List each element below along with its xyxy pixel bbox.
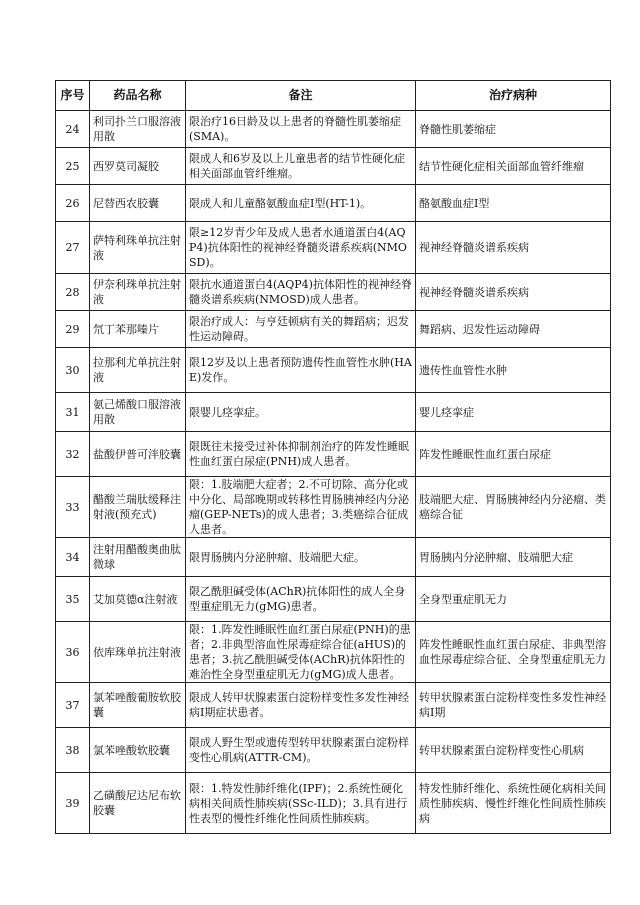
table-row (56, 477, 611, 538)
header-drug-name: 药品名称 (90, 81, 186, 111)
cell-no: 27 (56, 222, 90, 274)
table-row (56, 393, 611, 432)
cell-drug-name: 氯苯唑酸葡胺软胶囊 (90, 683, 186, 728)
header-disease: 治疗病种 (416, 81, 611, 111)
table-row (56, 222, 611, 274)
table-row (56, 728, 611, 773)
cell-note: 限成人野生型或遗传型转甲状腺素蛋白淀粉样变性心肌病(ATTR-CM)。 (186, 728, 416, 773)
cell-drug-name: 依库珠单抗注射液 (90, 622, 186, 683)
cell-drug-name: 注射用醋酸奥曲肽微球 (90, 538, 186, 577)
cell-no: 30 (56, 348, 90, 393)
cell-disease: 特发性肺纤维化、系统性硬化病相关间质性肺疾病、慢性纤维化性间质性肺疾病 (416, 773, 611, 834)
table-row (56, 622, 611, 683)
cell-no: 28 (56, 274, 90, 311)
cell-no: 26 (56, 185, 90, 222)
cell-no: 34 (56, 538, 90, 577)
cell-note: 限≥12岁青少年及成人患者水通道蛋白4(AQP4)抗体阳性的视神经脊髓炎谱系疾病(NMOSD)。 (186, 222, 416, 274)
cell-drug-name: 尼替西农胶囊 (90, 185, 186, 222)
cell-note: 限治疗成人：与亨廷顿病有关的舞蹈病；迟发性运动障碍。 (186, 311, 416, 348)
cell-note: 限成人转甲状腺素蛋白淀粉样变性多发性神经病I期症状患者。 (186, 683, 416, 728)
table-row (56, 148, 611, 185)
table-row (56, 538, 611, 577)
cell-note: 限12岁及以上患者预防遗传性血管性水肿(HAE)发作。 (186, 348, 416, 393)
cell-disease: 舞蹈病、迟发性运动障碍 (416, 311, 611, 348)
cell-note: 限乙酰胆碱受体(AChR)抗体阳性的成人全身型重症肌无力(gMG)患者。 (186, 577, 416, 622)
cell-note: 限既往未接受过补体抑制剂治疗的阵发性睡眠性血红蛋白尿症(PNH)成人患者。 (186, 432, 416, 477)
cell-disease: 阵发性睡眠性血红蛋白尿症 (416, 432, 611, 477)
cell-note: 限胃肠胰内分泌肿瘤、肢端肥大症。 (186, 538, 416, 577)
table-row (56, 311, 611, 348)
table-header-row (56, 81, 611, 111)
cell-drug-name: 乙磺酸尼达尼布软胶囊 (90, 773, 186, 834)
cell-note: 限婴儿痉挛症。 (186, 393, 416, 432)
cell-drug-name: 伊奈利珠单抗注射液 (90, 274, 186, 311)
cell-disease: 阵发性睡眠性血红蛋白尿症、非典型溶血性尿毒症综合征、全身型重症肌无力 (416, 622, 611, 683)
cell-no: 38 (56, 728, 90, 773)
cell-drug-name: 西罗莫司凝胶 (90, 148, 186, 185)
cell-drug-name: 拉那利尤单抗注射液 (90, 348, 186, 393)
cell-drug-name: 盐酸伊普可泮胶囊 (90, 432, 186, 477)
cell-note: 限成人和6岁及以上儿童患者的结节性硬化症相关面部血管纤维瘤。 (186, 148, 416, 185)
cell-disease: 肢端肥大症、胃肠胰神经内分泌瘤、类癌综合征 (416, 477, 611, 538)
cell-disease: 脊髓性肌萎缩症 (416, 111, 611, 148)
cell-disease: 视神经脊髓炎谱系疾病 (416, 222, 611, 274)
cell-drug-name: 醋酸兰瑞肽缓释注射液(预充式) (90, 477, 186, 538)
cell-note: 限：1.肢端肥大症者；2.不可切除、高分化或中分化、局部晚期或转移性胃肠胰神经内分泌瘤(GEP-NETs)的成人患者；3.类癌综合征成人患者。 (186, 477, 416, 538)
table-row (56, 348, 611, 393)
table-row (56, 773, 611, 834)
table-row (56, 577, 611, 622)
cell-disease: 全身型重症肌无力 (416, 577, 611, 622)
cell-note: 限：1.阵发性睡眠性血红蛋白尿症(PNH)的患者；2.非典型溶血性尿毒症综合征(aHUS)的患者；3.抗乙酰胆碱受体(AChR)抗体阳性的难治性全身型重症肌无力(gMG)成人患者。 (186, 622, 416, 683)
table-row (56, 111, 611, 148)
cell-no: 32 (56, 432, 90, 477)
cell-disease: 婴儿痉挛症 (416, 393, 611, 432)
cell-drug-name: 萨特利珠单抗注射液 (90, 222, 186, 274)
cell-no: 25 (56, 148, 90, 185)
cell-note: 限成人和儿童酪氨酸血症Ⅰ型(HT-1)。 (186, 185, 416, 222)
cell-drug-name: 艾加莫德α注射液 (90, 577, 186, 622)
cell-drug-name: 氯苯唑酸软胶囊 (90, 728, 186, 773)
cell-no: 31 (56, 393, 90, 432)
cell-drug-name: 氘丁苯那嗪片 (90, 311, 186, 348)
cell-note: 限：1.特发性肺纤维化(IPF)；2.系统性硬化病相关间质性肺疾病(SSc-ILD)；3.具有进行性表型的慢性纤维化性间质性肺疾病。 (186, 773, 416, 834)
cell-disease: 转甲状腺素蛋白淀粉样变性心肌病 (416, 728, 611, 773)
cell-no: 33 (56, 477, 90, 538)
cell-no: 24 (56, 111, 90, 148)
table-row (56, 683, 611, 728)
cell-no: 35 (56, 577, 90, 622)
table-row (56, 432, 611, 477)
table-row (56, 274, 611, 311)
cell-no: 39 (56, 773, 90, 834)
cell-drug-name: 利司扑兰口服溶液用散 (90, 111, 186, 148)
cell-disease: 胃肠胰内分泌肿瘤、肢端肥大症 (416, 538, 611, 577)
cell-note: 限抗水通道蛋白4(AQP4)抗体阳性的视神经脊髓炎谱系疾病(NMOSD)成人患者。 (186, 274, 416, 311)
cell-disease: 转甲状腺素蛋白淀粉样变性多发性神经病I期 (416, 683, 611, 728)
cell-no: 36 (56, 622, 90, 683)
cell-note: 限治疗16日龄及以上患者的脊髓性肌萎缩症(SMA)。 (186, 111, 416, 148)
drug-table (55, 80, 611, 834)
header-note: 备注 (186, 81, 416, 111)
cell-disease: 酪氨酸血症Ⅰ型 (416, 185, 611, 222)
cell-no: 37 (56, 683, 90, 728)
header-no: 序号 (56, 81, 90, 111)
cell-disease: 视神经脊髓炎谱系疾病 (416, 274, 611, 311)
cell-disease: 遗传性血管性水肿 (416, 348, 611, 393)
table-row (56, 185, 611, 222)
cell-drug-name: 氨己烯酸口服溶液用散 (90, 393, 186, 432)
cell-no: 29 (56, 311, 90, 348)
cell-disease: 结节性硬化症相关面部血管纤维瘤 (416, 148, 611, 185)
